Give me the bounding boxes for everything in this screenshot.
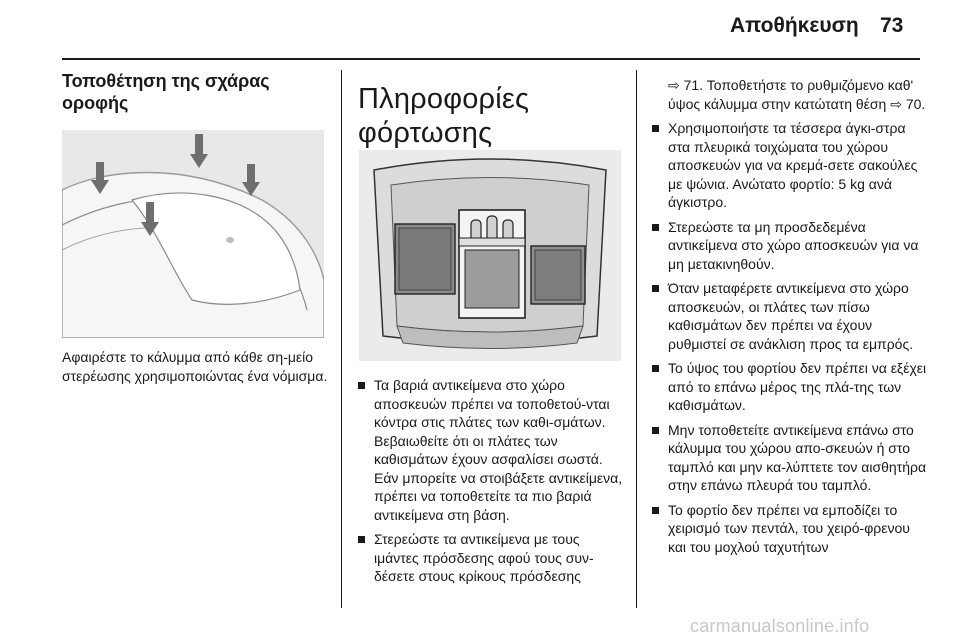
header-rule: [62, 58, 920, 60]
list-item: Χρησιμοποιήστε τα τέσσερα άγκι-στρα στα πλευρικά τοιχώματα του χώρου αποσκευών για να κρεμά-σετε σακούλες με ψώνια. Ανώτατο φορτίο: 5 kg ανά άγκιστρο.: [652, 119, 928, 212]
loading-tips-list: [652, 119, 928, 556]
column-loading-tips: [652, 76, 928, 562]
bullet-square-icon: [358, 536, 365, 543]
section-heading-loading-info: Πληροφορίες φόρτωσης: [358, 83, 530, 149]
bullet-square-icon: [652, 224, 659, 231]
bullet-square-icon: [652, 125, 659, 132]
bullet-square-icon: [652, 285, 659, 292]
bullet-square-icon: [652, 365, 659, 372]
list-item: Τα βαριά αντικείμενα στο χώρο αποσκευών πρέπει να τοποθετού-νται κόντρα στις πλάτες των καθι-σμάτων. Βεβαιωθείτε ότι οι πλάτες των καθισμάτων έχουν ασφαλίσει σωστά. Εάν μπορείτε να στοιβάξετε αντικείμενα, πρέπει να τοποθετείτε τα πιο βαριά αντικείμενα στη βάση.: [358, 376, 623, 524]
page-number: 73: [880, 14, 904, 37]
roof-rack-illustration: [62, 130, 324, 338]
list-item: Μην τοποθετείτε αντικείμενα επάνω στο κάλυμμα του χώρου απο-σκευών ή στο ταμπλό και μην κα-λύπτετε τον αισθητήρα στην επάνω πλευρά του ταμπλό.: [652, 421, 928, 495]
column-divider: [341, 70, 342, 608]
bullet-square-icon: [652, 507, 659, 514]
page-header-title: Αποθήκευση: [730, 14, 859, 37]
column-divider: [636, 70, 637, 608]
list-item: Το ύψος του φορτίου δεν πρέπει να εξέχει από το επάνω μέρος της πλά-της των καθισμάτων.: [652, 359, 928, 415]
list-item: Το φορτίο δεν πρέπει να εμποδίζει το χειρισμό των πεντάλ, του χειρό-φρενου και του μοχλού ταχυτήτων: [652, 501, 928, 557]
loading-bullets-block: [358, 376, 623, 592]
list-item: Στερεώστε τα αντικείμενα με τους ιμάντες πρόσδεσης αφού τους συν-δέσετε στους κρίκους πρόσδεσης: [358, 530, 623, 586]
bullet-square-icon: [652, 427, 659, 434]
watermark-text: carmanualsonline.info: [690, 616, 870, 636]
list-item: Στερεώστε τα μη προσδεδεμένα αντικείμενα στο χώρο αποσκευών για να μη μετακινηθούν.: [652, 218, 928, 274]
car-roof-icon: [62, 130, 324, 338]
cargo-boxes-icon: [359, 150, 621, 361]
cargo-illustration: [359, 150, 621, 361]
column-loading-info: [358, 82, 623, 150]
roof-rack-caption-block: [62, 348, 328, 385]
loading-bullet-list: [358, 376, 623, 586]
bullet-square-icon: [358, 382, 365, 389]
column-roof-rack: [62, 70, 326, 114]
continuation-text: ⇨ 71. Τοποθετήστε το ρυθμιζόμενο καθ' ύψος κάλυμμα στην κατώτατη θέση ⇨ 70.: [668, 77, 926, 112]
list-item: Όταν μεταφέρετε αντικείμενα στο χώρο αποσκευών, οι πλάτες των πίσω καθισμάτων δεν πρέπει να έχουν ρυθμιστεί σε ανάκλιση προς τα εμπρός.: [652, 279, 928, 353]
section-heading-roof-rack: Τοποθέτηση της σχάρας οροφής: [62, 71, 270, 113]
roof-rack-caption: Αφαιρέστε το κάλυμμα από κάθε ση-μείο στερέωσης χρησιμοποιώντας ένα νόμισμα.: [62, 349, 328, 384]
